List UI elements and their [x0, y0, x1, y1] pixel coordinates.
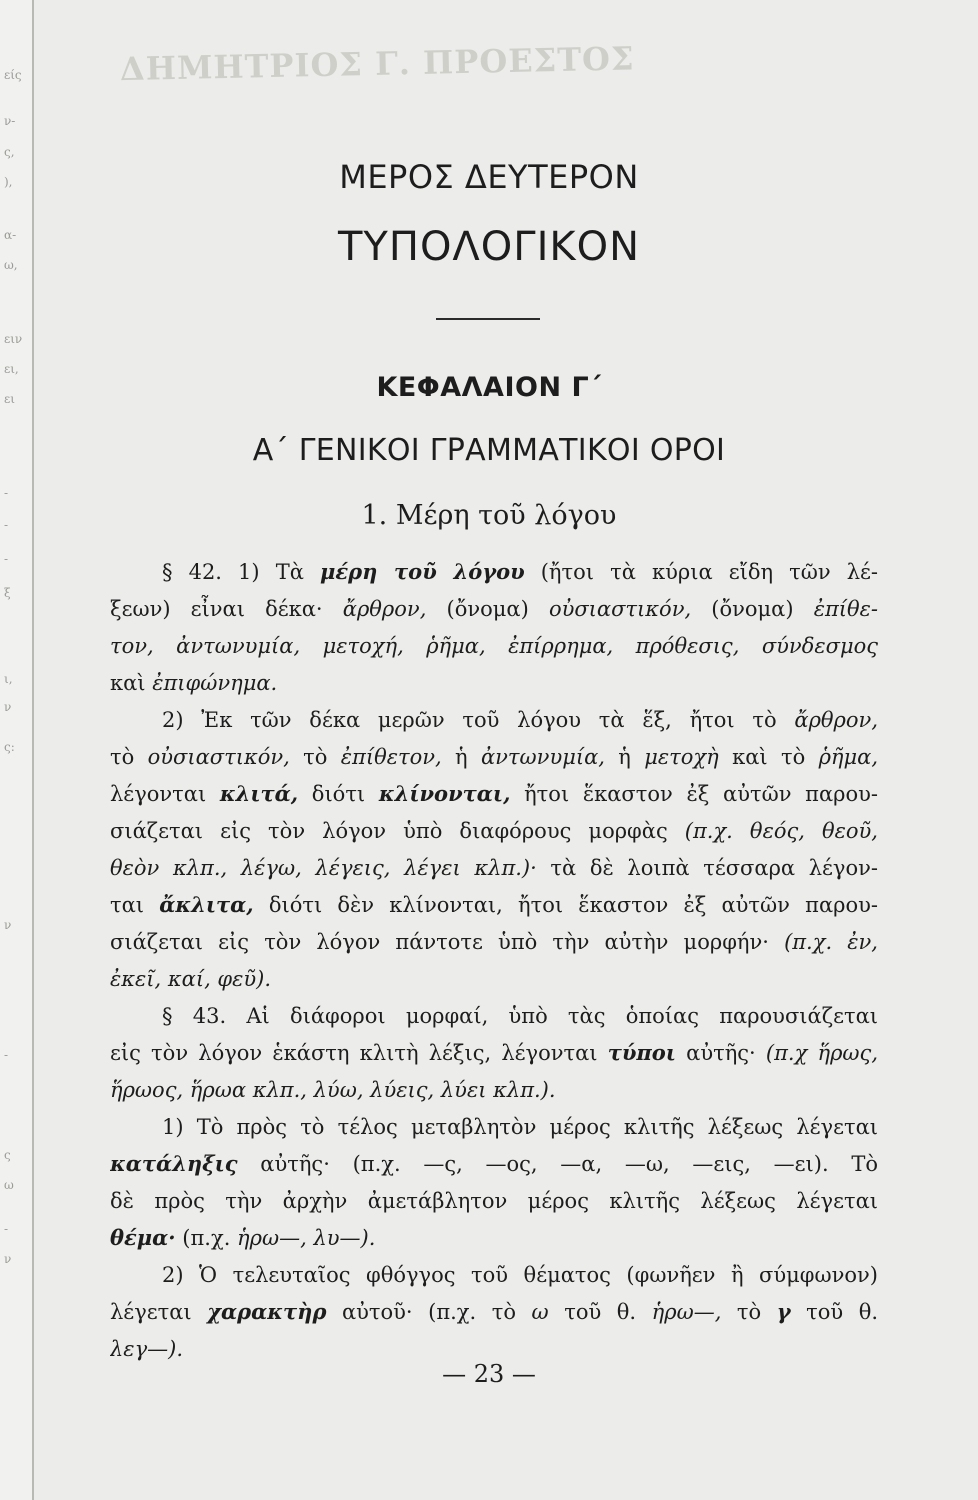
term: κλιτά,	[219, 781, 299, 806]
text-line: ἥρωος, ἥρωα κλπ., λύω, λύεις, λύει κλπ.).	[110, 1078, 556, 1102]
term: τύποι	[607, 1040, 676, 1065]
term: κλίνονται,	[378, 781, 511, 806]
binding-mark: -	[4, 518, 9, 532]
binding-mark: ν	[4, 700, 12, 714]
binding-mark: ν	[4, 918, 12, 932]
binding-mark: ει	[4, 392, 15, 406]
binding-mark: ς:	[4, 740, 15, 754]
binding-mark: ξ	[4, 586, 11, 600]
text-line: θεὸν κλπ., λέγω, λέγεις, λέγει κλπ.)· τὰ δὲ λοιπὰ τέσσαρα λέγον-	[110, 856, 878, 880]
ownership-stamp: ΔΗΜΗΤΡΙΟΣ Γ. ΠΡΟΕΣΤΟΣ	[119, 39, 635, 89]
term: χαρακτὴρ	[207, 1299, 327, 1324]
text-line: καὶ ἐπιφώνημα.	[110, 671, 278, 695]
text-line: ξεων) εἶναι δέκα· ἄρθρον, (ὄνομα) οὐσιαστικόν, (ὄνομα) ἐπίθε-	[110, 597, 878, 621]
term: θέμα·	[110, 1225, 176, 1250]
binding-mark: -	[4, 1222, 9, 1236]
text-line: κατάληξις αὐτῆς· (π.χ. —ς, —ος, —α, —ω, —εις, —ει). Τὸ	[110, 1151, 878, 1176]
binding-mark: ν	[4, 1252, 12, 1266]
text-line: ἐκεῖ, καί, φεῦ).	[110, 967, 272, 991]
subsection-heading: 1. Μέρη τοῦ λόγου	[361, 500, 617, 531]
text-line: 2) Ὁ τελευταῖος φθόγγος τοῦ θέματος (φωνῆεν ἢ σύμφωνον)	[162, 1263, 878, 1287]
text-line: εἰς τὸν λόγον ἑκάστη κλιτὴ λέξις, λέγονται τύποι αὐτῆς· (π.χ ἥρως,	[110, 1040, 878, 1065]
text-line: δὲ πρὸς τὴν ἀρχὴν ἀμετάβλητον μέρος κλιτῆς λέξεως λέγεται	[110, 1189, 878, 1213]
section-heading: Α΄ ΓΕΝΙΚΟΙ ΓΡΑΜΜΑΤΙΚΟΙ ΟΡΟΙ	[252, 433, 726, 468]
binding-mark: -	[4, 1048, 9, 1062]
text-line: 1) Τὸ πρὸς τὸ τέλος μεταβλητὸν μέρος κλιτῆς λέξεως λέγεται	[162, 1115, 878, 1139]
text-line: λέγεται χαρακτὴρ αὐτοῦ· (π.χ. τὸ ω τοῦ θ. ἡρω—, τὸ γ τοῦ θ.	[110, 1299, 878, 1324]
binding-mark: ν-	[4, 114, 16, 128]
binding-mark: ω	[4, 1178, 14, 1192]
page-number: — 23 —	[442, 1360, 536, 1388]
text-line: σιάζεται εἰς τὸν λόγον πάντοτε ὑπὸ τὴν αὐτὴν μορφήν· (π.χ. ἐν,	[110, 930, 878, 954]
binding-mark: ς,	[4, 145, 15, 159]
text-line: ται ἄκλιτα, διότι δὲν κλίνονται, ἤτοι ἕκαστον ἐξ αὐτῶν παρου-	[110, 892, 878, 917]
text-line: § 43. Αἱ διάφοροι μορφαί, ὑπὸ τὰς ὁποίας παρουσιάζεται	[162, 1004, 878, 1028]
binding-mark: ),	[4, 175, 13, 189]
part-heading: ΜΕΡΟΣ ΔΕΥΤΕΡΟΝ	[339, 158, 639, 196]
binding-mark: είς	[4, 68, 22, 82]
binding-mark: -	[4, 486, 9, 500]
text-line: τὸ οὐσιαστικόν, τὸ ἐπίθετον, ἡ ἀντωνυμία, ἡ μετοχὴ καὶ τὸ ῥῆμα,	[110, 745, 878, 769]
term: ἄκλιτα,	[159, 892, 254, 917]
term: μέρη τοῦ λόγου	[319, 559, 525, 584]
chapter-heading: ΚΕΦΑΛΑΙΟΝ Γ΄	[376, 372, 602, 403]
binding-mark: -	[4, 552, 9, 566]
text-line: λεγ—).	[110, 1337, 183, 1361]
text-line: λέγονται κλιτά, διότι κλίνονται, ἤτοι ἕκαστον ἐξ αὐτῶν παρου-	[110, 781, 878, 806]
divider-rule	[436, 318, 540, 320]
text-line: τον, ἀντωνυμία, μετοχή, ῥῆμα, ἐπίρρημα, πρόθεσις, σύνδεσμος	[110, 634, 878, 658]
binding-mark: ι,	[4, 672, 13, 686]
binding-mark: α-	[4, 228, 17, 242]
binding-mark: ει,	[4, 362, 19, 376]
binding-mark: ω,	[4, 258, 18, 272]
text-line: θέμα· (π.χ. ἡρω—, λυ—).	[110, 1225, 376, 1250]
text-line: § 42. 1) Τὰ μέρη τοῦ λόγου (ἤτοι τὰ κύρια εἴδη τῶν λέ-	[162, 559, 878, 584]
part-title: ΤΥΠΟΛΟΓΙΚΟΝ	[338, 224, 640, 270]
text-line: 2) Ἐκ τῶν δέκα μερῶν τοῦ λόγου τὰ ἕξ, ἤτοι τὸ ἄρθρον,	[162, 708, 878, 732]
term: κατάληξις	[110, 1151, 238, 1176]
binding-mark: ειν	[4, 332, 23, 346]
text-line: σιάζεται εἰς τὸν λόγον ὑπὸ διαφόρους μορφὰς (π.χ. θεός, θεοῦ,	[110, 819, 878, 843]
binding-mark: ς	[4, 1148, 11, 1162]
